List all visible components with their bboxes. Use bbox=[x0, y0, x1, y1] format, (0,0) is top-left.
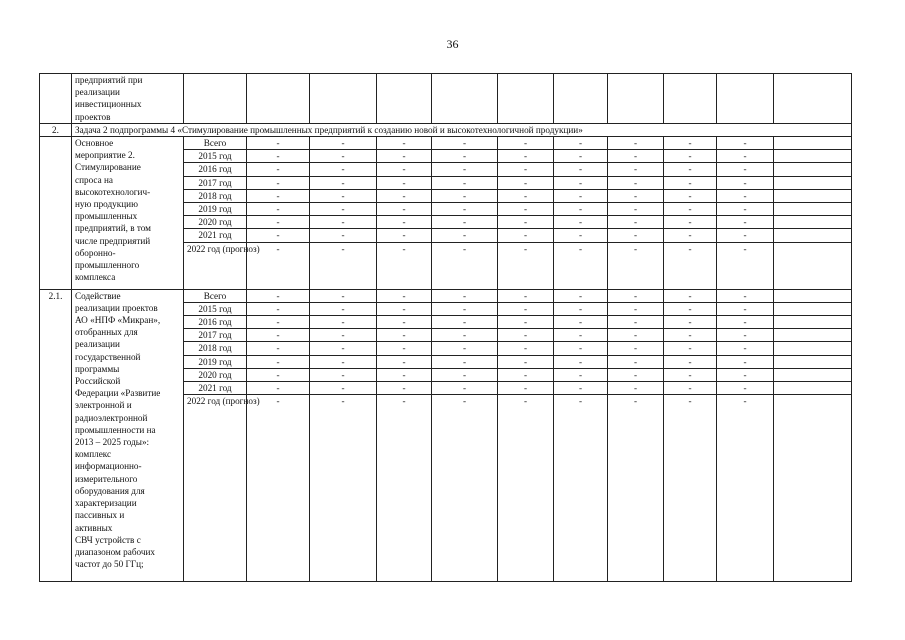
value-cell: - bbox=[310, 342, 377, 355]
value-cell: - bbox=[717, 395, 774, 582]
value-cell: - bbox=[310, 163, 377, 176]
value-cell: - bbox=[554, 316, 608, 329]
value-cell: - bbox=[717, 229, 774, 242]
value-cell: - bbox=[310, 189, 377, 202]
value-cell: - bbox=[498, 329, 554, 342]
value-cell: - bbox=[247, 342, 310, 355]
value-cell: - bbox=[717, 329, 774, 342]
value-cell: - bbox=[377, 176, 432, 189]
value-cell: - bbox=[432, 342, 498, 355]
value-cell: - bbox=[498, 189, 554, 202]
value-cell: - bbox=[498, 368, 554, 381]
value-cell: - bbox=[608, 150, 664, 163]
value-cell: - bbox=[608, 395, 664, 582]
value-cell: - bbox=[608, 176, 664, 189]
value-cell: - bbox=[664, 289, 717, 302]
value-cell: - bbox=[498, 342, 554, 355]
value-cell bbox=[608, 74, 664, 124]
value-cell bbox=[774, 176, 852, 189]
value-cell: - bbox=[608, 382, 664, 395]
value-cell: - bbox=[377, 355, 432, 368]
value-cell: - bbox=[664, 316, 717, 329]
value-cell: - bbox=[310, 316, 377, 329]
period-cell: Всего bbox=[184, 289, 247, 302]
value-cell: - bbox=[498, 216, 554, 229]
value-cell bbox=[247, 74, 310, 124]
value-cell: - bbox=[310, 150, 377, 163]
value-cell: - bbox=[310, 176, 377, 189]
value-cell: - bbox=[554, 382, 608, 395]
table-row bbox=[40, 137, 852, 150]
value-cell bbox=[774, 368, 852, 381]
value-cell: - bbox=[498, 302, 554, 315]
value-cell: - bbox=[377, 216, 432, 229]
value-cell: - bbox=[377, 289, 432, 302]
value-cell: - bbox=[247, 163, 310, 176]
value-cell: - bbox=[608, 316, 664, 329]
value-cell: - bbox=[432, 216, 498, 229]
value-cell: - bbox=[717, 163, 774, 176]
value-cell: - bbox=[554, 342, 608, 355]
value-cell: - bbox=[554, 229, 608, 242]
value-cell: - bbox=[608, 368, 664, 381]
value-cell: - bbox=[377, 342, 432, 355]
row-name: Основное мероприятие 2. Стимулирование спроса на высокотехнологич- ную продукцию промышленных предприятий, в том числе предприятий оборонно- промышленного комплекса bbox=[72, 137, 184, 290]
value-cell bbox=[774, 137, 852, 150]
value-cell: - bbox=[498, 137, 554, 150]
value-cell: - bbox=[554, 368, 608, 381]
value-cell bbox=[774, 302, 852, 315]
value-cell: - bbox=[664, 395, 717, 582]
task-number: 2. bbox=[40, 123, 72, 136]
value-cell: - bbox=[247, 329, 310, 342]
period-cell: 2020 год bbox=[184, 368, 247, 381]
task-text: Задача 2 подпрограммы 4 «Стимулирование промышленных предприятий к созданию новой и высокотехнологичной продукции» bbox=[72, 123, 852, 136]
value-cell: - bbox=[498, 203, 554, 216]
value-cell: - bbox=[664, 329, 717, 342]
value-cell: - bbox=[247, 229, 310, 242]
value-cell: - bbox=[664, 203, 717, 216]
period-cell: 2015 год bbox=[184, 302, 247, 315]
value-cell: - bbox=[608, 242, 664, 289]
value-cell: - bbox=[717, 342, 774, 355]
value-cell: - bbox=[377, 229, 432, 242]
value-cell bbox=[774, 150, 852, 163]
value-cell: - bbox=[498, 355, 554, 368]
value-cell: - bbox=[310, 329, 377, 342]
value-cell: - bbox=[432, 176, 498, 189]
value-cell: - bbox=[247, 355, 310, 368]
period-cell: 2021 год bbox=[184, 229, 247, 242]
value-cell: - bbox=[377, 368, 432, 381]
value-cell: - bbox=[717, 150, 774, 163]
period-cell: 2018 год bbox=[184, 342, 247, 355]
value-cell bbox=[377, 74, 432, 124]
value-cell: - bbox=[664, 189, 717, 202]
value-cell: - bbox=[377, 382, 432, 395]
value-cell: - bbox=[432, 229, 498, 242]
value-cell: - bbox=[554, 329, 608, 342]
value-cell: - bbox=[608, 289, 664, 302]
value-cell: - bbox=[247, 216, 310, 229]
value-cell: - bbox=[664, 355, 717, 368]
value-cell: - bbox=[717, 316, 774, 329]
value-cell: - bbox=[432, 368, 498, 381]
value-cell bbox=[774, 203, 852, 216]
value-cell: - bbox=[554, 163, 608, 176]
value-cell: - bbox=[247, 176, 310, 189]
value-cell bbox=[774, 189, 852, 202]
period-cell: 2015 год bbox=[184, 150, 247, 163]
value-cell: - bbox=[377, 395, 432, 582]
value-cell bbox=[774, 355, 852, 368]
value-cell bbox=[498, 74, 554, 124]
value-cell: - bbox=[498, 242, 554, 289]
value-cell: - bbox=[554, 137, 608, 150]
value-cell: - bbox=[432, 395, 498, 582]
value-cell: - bbox=[554, 302, 608, 315]
value-cell: - bbox=[717, 189, 774, 202]
value-cell: - bbox=[608, 229, 664, 242]
value-cell: - bbox=[310, 203, 377, 216]
value-cell: - bbox=[247, 368, 310, 381]
value-cell: - bbox=[717, 368, 774, 381]
value-cell: - bbox=[717, 302, 774, 315]
value-cell: - bbox=[608, 329, 664, 342]
table-body bbox=[40, 74, 852, 582]
period-cell: Всего bbox=[184, 137, 247, 150]
value-cell: - bbox=[310, 137, 377, 150]
program-table bbox=[39, 73, 852, 582]
value-cell bbox=[717, 74, 774, 124]
value-cell: - bbox=[554, 216, 608, 229]
value-cell: - bbox=[608, 216, 664, 229]
value-cell: - bbox=[432, 355, 498, 368]
period-cell: 2019 год bbox=[184, 355, 247, 368]
value-cell: - bbox=[247, 137, 310, 150]
value-cell: - bbox=[664, 242, 717, 289]
value-cell bbox=[774, 316, 852, 329]
value-cell: - bbox=[608, 163, 664, 176]
value-cell: - bbox=[717, 289, 774, 302]
period-cell: 2017 год bbox=[184, 329, 247, 342]
value-cell: - bbox=[432, 163, 498, 176]
value-cell: - bbox=[608, 355, 664, 368]
value-cell: - bbox=[247, 382, 310, 395]
value-cell: - bbox=[310, 242, 377, 289]
value-cell: - bbox=[310, 216, 377, 229]
value-cell: - bbox=[377, 203, 432, 216]
value-cell: - bbox=[554, 355, 608, 368]
period-cell: 2022 год (прогноз) bbox=[184, 242, 247, 289]
value-cell: - bbox=[247, 395, 310, 582]
value-cell: - bbox=[377, 302, 432, 315]
value-cell: - bbox=[608, 342, 664, 355]
value-cell: - bbox=[377, 329, 432, 342]
value-cell: - bbox=[717, 137, 774, 150]
value-cell bbox=[774, 329, 852, 342]
value-cell: - bbox=[554, 176, 608, 189]
value-cell bbox=[774, 229, 852, 242]
value-cell: - bbox=[432, 329, 498, 342]
value-cell bbox=[774, 342, 852, 355]
value-cell: - bbox=[608, 189, 664, 202]
value-cell: - bbox=[498, 395, 554, 582]
value-cell bbox=[774, 74, 852, 124]
value-cell: - bbox=[498, 176, 554, 189]
value-cell: - bbox=[498, 316, 554, 329]
value-cell: - bbox=[310, 302, 377, 315]
value-cell: - bbox=[498, 289, 554, 302]
value-cell: - bbox=[664, 137, 717, 150]
value-cell: - bbox=[310, 382, 377, 395]
value-cell: - bbox=[247, 289, 310, 302]
value-cell bbox=[774, 395, 852, 582]
value-cell: - bbox=[377, 189, 432, 202]
value-cell: - bbox=[377, 163, 432, 176]
value-cell: - bbox=[608, 302, 664, 315]
row-number bbox=[40, 74, 72, 124]
value-cell: - bbox=[432, 203, 498, 216]
value-cell bbox=[432, 74, 498, 124]
value-cell: - bbox=[432, 302, 498, 315]
table-row bbox=[40, 74, 852, 124]
value-cell: - bbox=[310, 289, 377, 302]
value-cell: - bbox=[717, 216, 774, 229]
value-cell bbox=[184, 74, 247, 124]
value-cell: - bbox=[432, 382, 498, 395]
value-cell: - bbox=[498, 229, 554, 242]
value-cell bbox=[554, 74, 608, 124]
row-number: 2.1. bbox=[40, 289, 72, 582]
period-cell: 2019 год bbox=[184, 203, 247, 216]
value-cell: - bbox=[664, 163, 717, 176]
value-cell bbox=[310, 74, 377, 124]
value-cell: - bbox=[377, 150, 432, 163]
value-cell: - bbox=[608, 137, 664, 150]
value-cell: - bbox=[310, 368, 377, 381]
value-cell: - bbox=[498, 382, 554, 395]
value-cell bbox=[774, 382, 852, 395]
value-cell: - bbox=[554, 189, 608, 202]
value-cell: - bbox=[247, 203, 310, 216]
value-cell: - bbox=[377, 137, 432, 150]
value-cell: - bbox=[664, 229, 717, 242]
value-cell: - bbox=[247, 150, 310, 163]
row-name: Содействие реализации проектов АО «НПФ «Микран», отобранных для реализации государственной программы Российской Федерации «Развитие электронной и радиоэлектронной промышленности на 2013 – 2025 годы»: комплекс информационно- измерительного оборудования для характеризации пассивных и активных СВЧ устройств с диапазоном рабочих частот до 50 ГГц; bbox=[72, 289, 184, 582]
page-number: 36 bbox=[446, 37, 459, 51]
value-cell bbox=[774, 242, 852, 289]
value-cell: - bbox=[717, 203, 774, 216]
task-row bbox=[40, 123, 852, 136]
value-cell: - bbox=[432, 137, 498, 150]
value-cell: - bbox=[664, 368, 717, 381]
value-cell: - bbox=[664, 216, 717, 229]
period-cell: 2020 год bbox=[184, 216, 247, 229]
value-cell: - bbox=[554, 203, 608, 216]
value-cell: - bbox=[664, 176, 717, 189]
value-cell: - bbox=[554, 150, 608, 163]
value-cell: - bbox=[432, 189, 498, 202]
value-cell: - bbox=[247, 302, 310, 315]
value-cell bbox=[774, 216, 852, 229]
table-row bbox=[40, 289, 852, 302]
value-cell: - bbox=[247, 316, 310, 329]
value-cell: - bbox=[664, 342, 717, 355]
value-cell: - bbox=[717, 355, 774, 368]
value-cell bbox=[664, 74, 717, 124]
value-cell: - bbox=[498, 150, 554, 163]
period-cell: 2016 год bbox=[184, 163, 247, 176]
value-cell: - bbox=[664, 302, 717, 315]
value-cell: - bbox=[310, 395, 377, 582]
value-cell: - bbox=[432, 150, 498, 163]
row-name: предприятий при реализации инвестиционных проектов bbox=[72, 74, 184, 124]
value-cell: - bbox=[432, 242, 498, 289]
value-cell: - bbox=[608, 203, 664, 216]
value-cell: - bbox=[498, 163, 554, 176]
value-cell: - bbox=[432, 316, 498, 329]
value-cell: - bbox=[664, 150, 717, 163]
value-cell: - bbox=[554, 289, 608, 302]
value-cell: - bbox=[310, 355, 377, 368]
value-cell: - bbox=[247, 242, 310, 289]
value-cell: - bbox=[310, 229, 377, 242]
value-cell: - bbox=[717, 176, 774, 189]
value-cell: - bbox=[717, 382, 774, 395]
value-cell bbox=[774, 163, 852, 176]
period-cell: 2022 год (прогноз) bbox=[184, 395, 247, 582]
value-cell: - bbox=[554, 395, 608, 582]
value-cell: - bbox=[554, 242, 608, 289]
value-cell bbox=[774, 289, 852, 302]
value-cell: - bbox=[664, 382, 717, 395]
period-cell: 2016 год bbox=[184, 316, 247, 329]
value-cell: - bbox=[377, 316, 432, 329]
value-cell: - bbox=[717, 242, 774, 289]
period-cell: 2021 год bbox=[184, 382, 247, 395]
value-cell: - bbox=[377, 242, 432, 289]
value-cell: - bbox=[432, 289, 498, 302]
period-cell: 2018 год bbox=[184, 189, 247, 202]
value-cell: - bbox=[247, 189, 310, 202]
row-number bbox=[40, 137, 72, 290]
period-cell: 2017 год bbox=[184, 176, 247, 189]
